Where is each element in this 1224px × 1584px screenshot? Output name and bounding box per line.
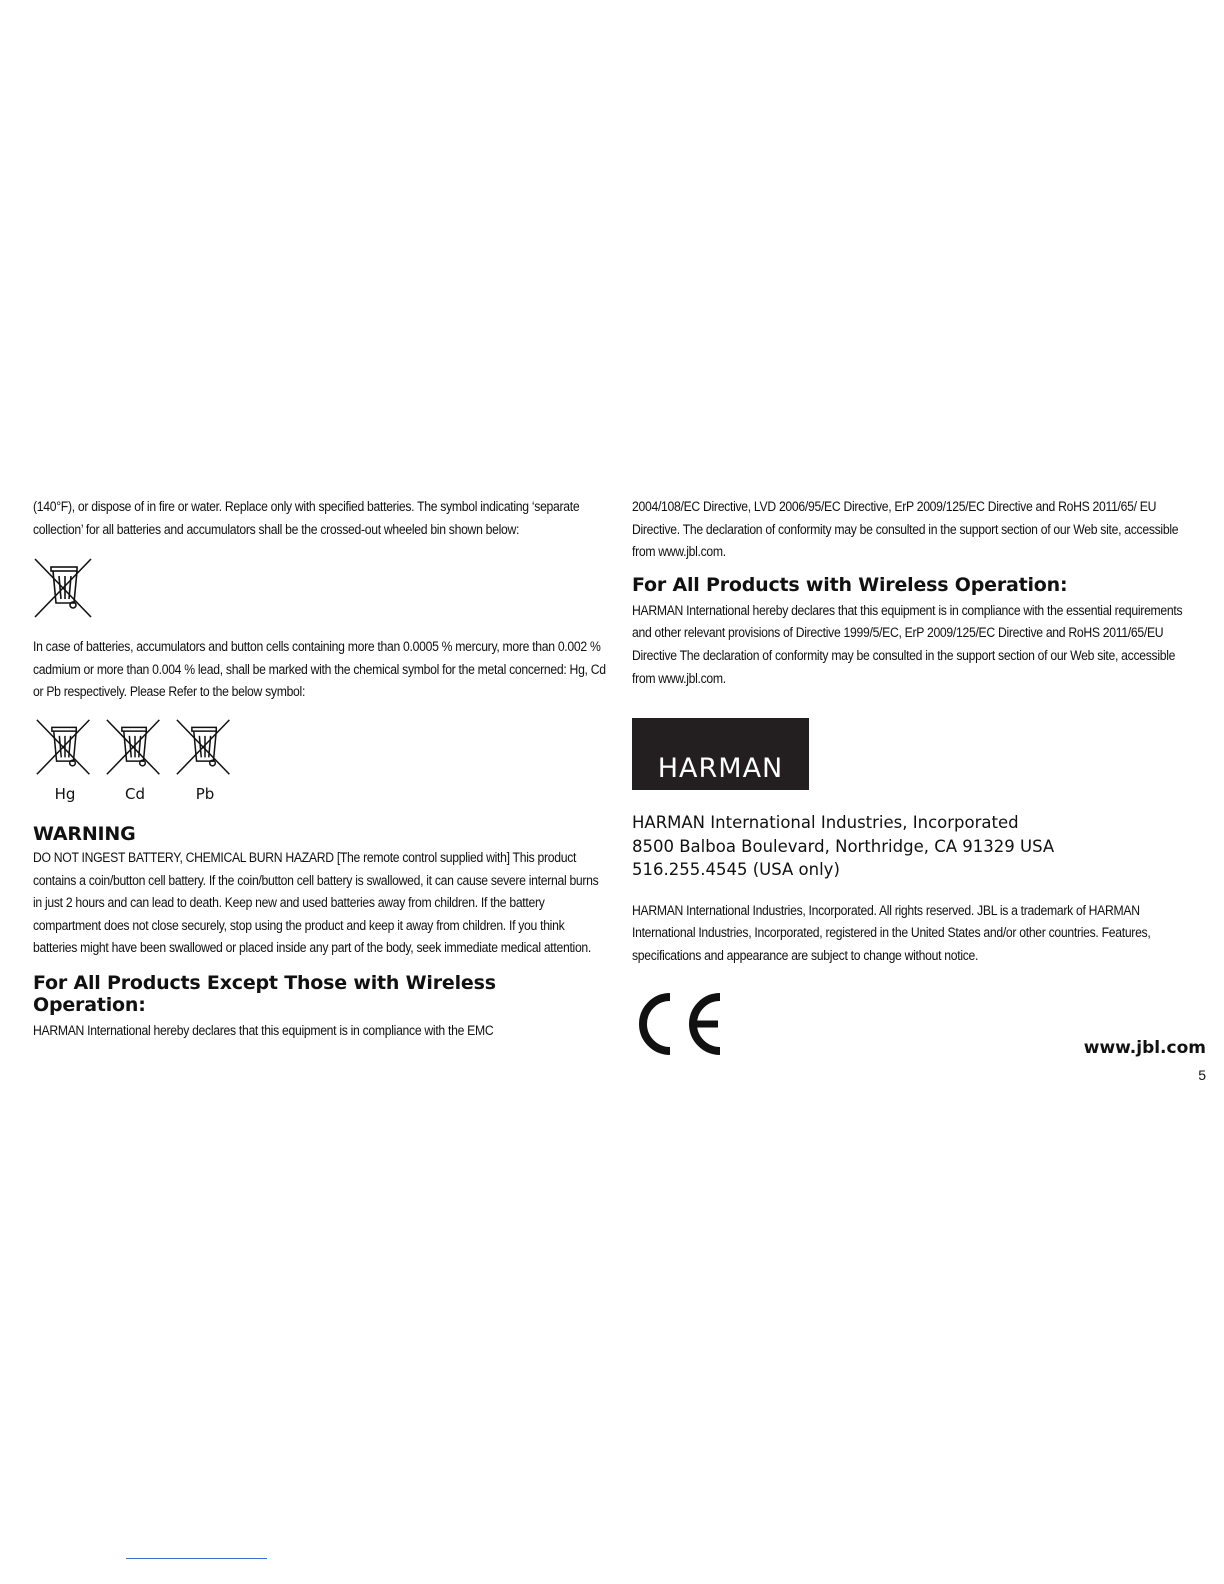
bin-label: Cd [125, 784, 145, 803]
divider-line [126, 1558, 267, 1559]
wireless-heading: For All Products with Wireless Operation: [632, 573, 1068, 596]
rights-text: HARMAN International Industries, Incorporated. All rights reserved. JBL is a trademark of HARMAN International Industries, Incorporated, registered in the United States and/or other countries. Features, specifications and appearance are subject to change without notice. [632, 902, 1151, 964]
chemical-bin-symbols [33, 718, 609, 803]
bin-label: Hg [54, 784, 76, 803]
website-url[interactable]: www.jbl.com [1083, 1038, 1206, 1058]
company-info [632, 811, 1192, 882]
chemical-symbol-text: In case of batteries, accumulators and button cells containing more than 0.0005 % mercury, more than 0.002 % cadmium or more than 0.004 % lead, shall be marked with the chemical symbol for the metal concerned: Hg, Cd or Pb respectively. Please Refer to the below symbol: [33, 639, 606, 701]
crossed-bin-icon [103, 718, 167, 778]
battery-disposal-text: (140°F), or dispose of in fire or water. Replace only with specified batteries. The symbol indicating ‘separate collection’ for all batteries and accumulators shall be the crossed-out wheeled bin shown below: [33, 499, 580, 538]
crossed-bin-icon [173, 718, 237, 778]
page-number: 5 [1198, 1067, 1206, 1083]
company-name: HARMAN International Industries, Incorporated [632, 813, 1019, 833]
company-address: 8500 Balboa Boulevard, Northridge, CA 91329 USA [632, 836, 1055, 856]
left-column [33, 496, 609, 1043]
directive-text: 2004/108/EC Directive, LVD 2006/95/EC Directive, ErP 2009/125/EC Directive and RoHS 2011/65/ EU Directive. The declaration of conformity may be consulted in the support section of our Web site, accessible from www.jbl.com. [632, 499, 1179, 561]
crossed-bin-icon [33, 557, 97, 621]
right-column [632, 496, 1192, 1064]
warning-heading: WARNING [33, 822, 136, 845]
company-phone: 516.255.4545 (USA only) [632, 860, 840, 880]
wireless-text: HARMAN International hereby declares that this equipment is in compliance with the essential requirements and other relevant provisions of Directive 1999/5/EC, ErP 2009/125/EC Directive and RoHS 2011/65/EU Directive The declaration of conformity may be consulted in the support section of our Web site, accessible from www.jbl.com. [632, 602, 1183, 687]
crossed-bin-icon [33, 718, 97, 778]
except-wireless-text: HARMAN International hereby declares that this equipment is in compliance with the EMC [33, 1022, 494, 1039]
bin-symbol-hg [33, 718, 97, 803]
warning-text: DO NOT INGEST BATTERY, CHEMICAL BURN HAZARD [The remote control supplied with] This product contains a coin/button cell battery. If the coin/button cell battery is swallowed, it can cause severe internal burns in just 2 hours and can lead to death. Keep new and used batteries away from children. If the battery compartment does not close securely, stop using the product and keep it away from children. If you think batteries might have been swallowed or placed inside any part of the body, seek immediate medical attention. [33, 849, 599, 957]
except-wireless-heading: For All Products Except Those with Wireless Operation: [33, 971, 496, 1016]
ce-mark-icon [632, 989, 726, 1059]
bin-symbol-cd [103, 718, 167, 803]
bin-label: Pb [195, 784, 215, 803]
bin-symbol-pb [173, 718, 237, 803]
wheeled-bin-symbol [33, 557, 609, 626]
harman-logo: HARMAN [632, 718, 809, 790]
